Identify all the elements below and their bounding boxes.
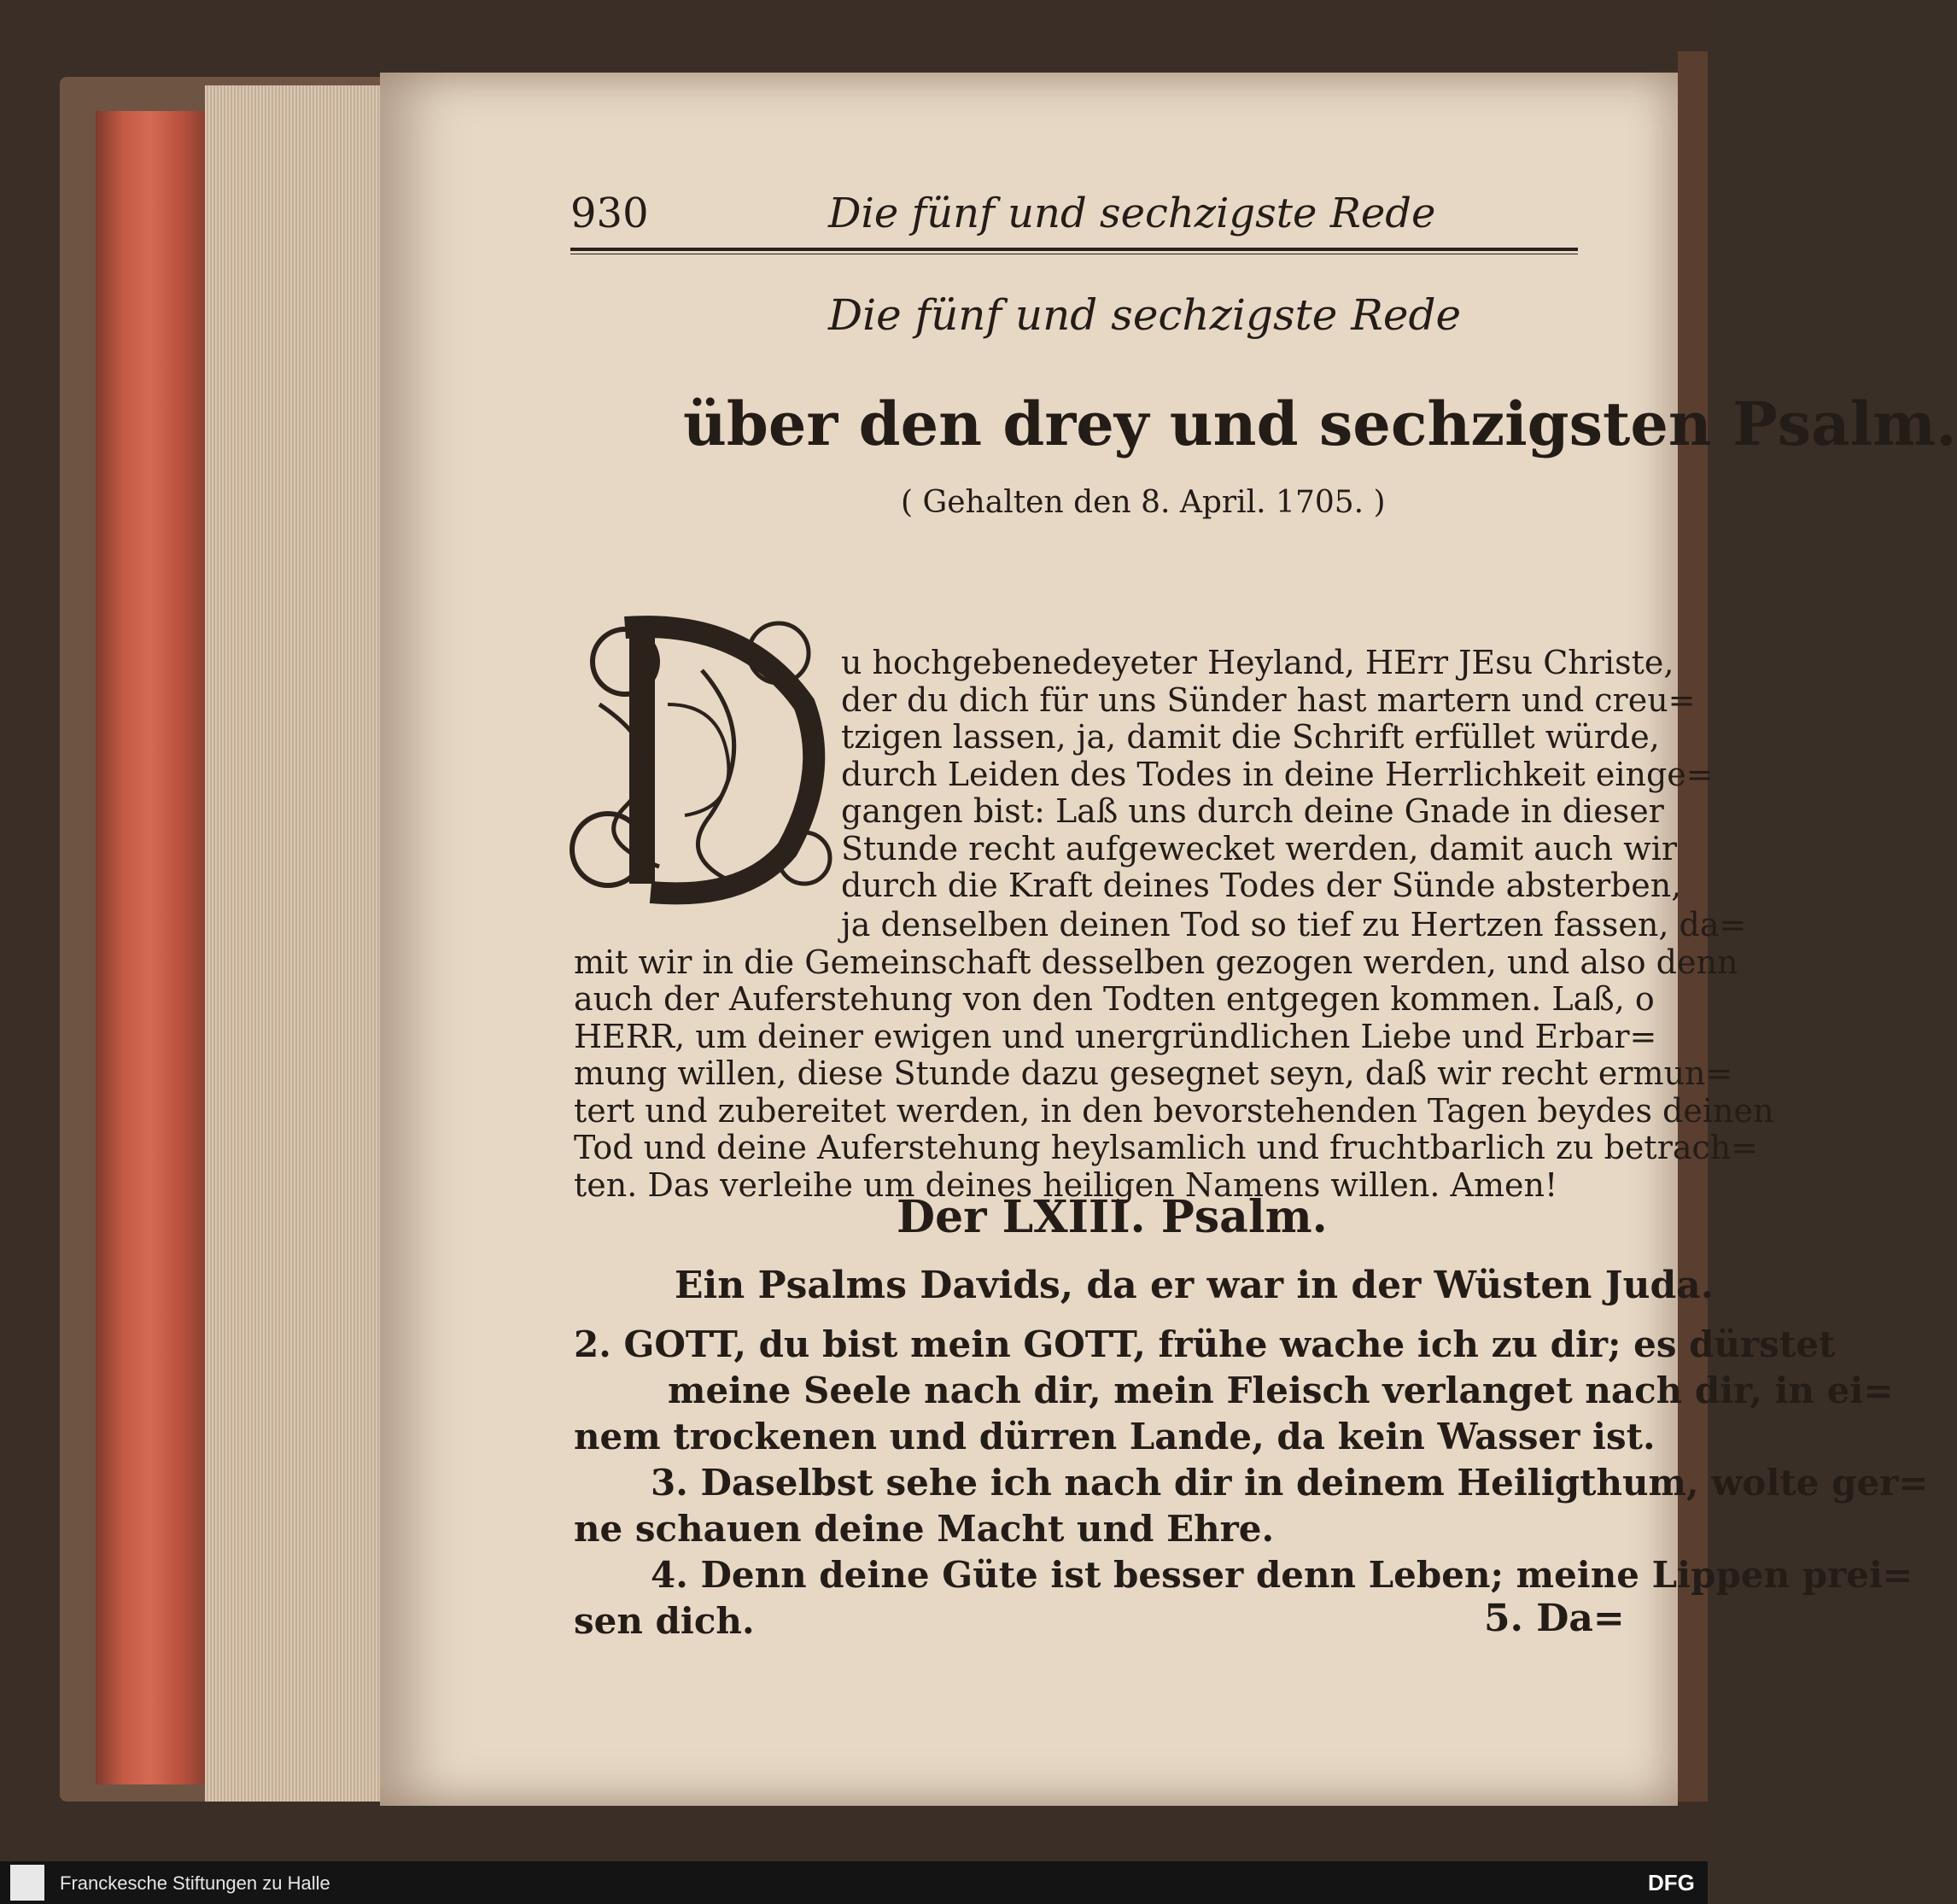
psalm-title: Ein Psalms Davids, da er war in der Wüsten Juda. — [675, 1264, 1715, 1307]
institution-logo-icon — [10, 1865, 44, 1901]
page-number: 930 — [570, 190, 649, 237]
verse-line: meine Seele nach dir, mein Fleisch verlanget nach dir, in ei= — [668, 1370, 1894, 1411]
text-line: ten. Das verleihe um deines heiligen Namens willen. Amen! — [574, 1165, 1558, 1204]
text-line: auch der Auferstehung von den Todten entgegen kommen. Laß, o — [574, 980, 1655, 1018]
text-line: der du dich für uns Sünder hast martern und creu= — [841, 680, 1696, 719]
text-line: durch Leiden des Todes in deine Herrlichkeit einge= — [841, 755, 1714, 793]
verse-line: 4. Denn deine Güte ist besser denn Leben; meine Lippen prei= — [651, 1554, 1913, 1596]
catchword: 5. Da= — [1484, 1597, 1625, 1640]
text-line: tzigen lassen, ja, damit die Schrift erfüllet würde, — [841, 718, 1660, 756]
text-line: Tod und deine Auferstehung heylsamlich und fruchtbarlich zu betrach= — [574, 1129, 1759, 1166]
book-edge-red — [96, 111, 205, 1784]
text-line: durch die Kraft deines Todes der Sünde absterben, — [841, 867, 1682, 904]
verse-line: 3. Daselbst sehe ich nach dir in deinem Heiligthum, wolte ger= — [651, 1462, 1929, 1504]
prayer-indented-block — [841, 645, 1714, 905]
text-line: ja denselben deinen Tod so tief zu Hertzen fassen, da= — [841, 906, 1747, 943]
dfg-logo[interactable]: DFG — [1648, 1870, 1695, 1895]
verse-line: 2. GOTT, du bist mein GOTT, frühe wache ich zu dir; es dürstet — [574, 1323, 1836, 1365]
date-line: ( Gehalten den 8. April. 1705. ) — [901, 485, 1386, 520]
text-line: u hochgebenedeyeter Heyland, HErr JEsu Christe, — [841, 644, 1674, 681]
psalm-verses — [574, 1322, 1929, 1644]
decorated-initial-icon — [574, 602, 838, 909]
running-head: Die fünf und sechzigste Rede — [828, 190, 1436, 237]
verse-line: sen dich. — [574, 1600, 755, 1642]
institution-name[interactable]: Franckesche Stiftungen zu Halle — [60, 1872, 330, 1894]
prayer-full-block — [574, 907, 1773, 1204]
text-line: HERR, um deiner ewigen und unergründlichen Liebe und Erbar= — [574, 1017, 1657, 1055]
text-line: mit wir in die Gemeinschaft desselben gezogen werden, und also denn — [574, 943, 1738, 981]
psalm-heading: Der LXIII. Psalm. — [897, 1191, 1328, 1243]
sermon-subtitle: über den drey und sechzigsten Psalm. — [683, 388, 1957, 459]
text-line: tert und zubereitet werden, in den bevorstehenden Tagen beydes deinen — [574, 1091, 1774, 1130]
header-rule — [570, 248, 1578, 251]
text-line: gangen bist: Laß uns durch deine Gnade in dieser — [841, 792, 1664, 830]
text-line: Stunde recht aufgewecket werden, damit auch wir — [841, 829, 1678, 867]
verse-line: nem trockenen und dürren Lande, da kein Wasser ist. — [574, 1416, 1656, 1457]
verse-line: ne schauen deine Macht und Ehre. — [574, 1508, 1275, 1550]
text-line: mung willen, diese Stunde dazu gesegnet seyn, daß wir recht ermun= — [574, 1054, 1733, 1092]
sermon-title: Die fünf und sechzigste Rede — [828, 290, 1462, 340]
page-stack-edge — [205, 85, 384, 1802]
